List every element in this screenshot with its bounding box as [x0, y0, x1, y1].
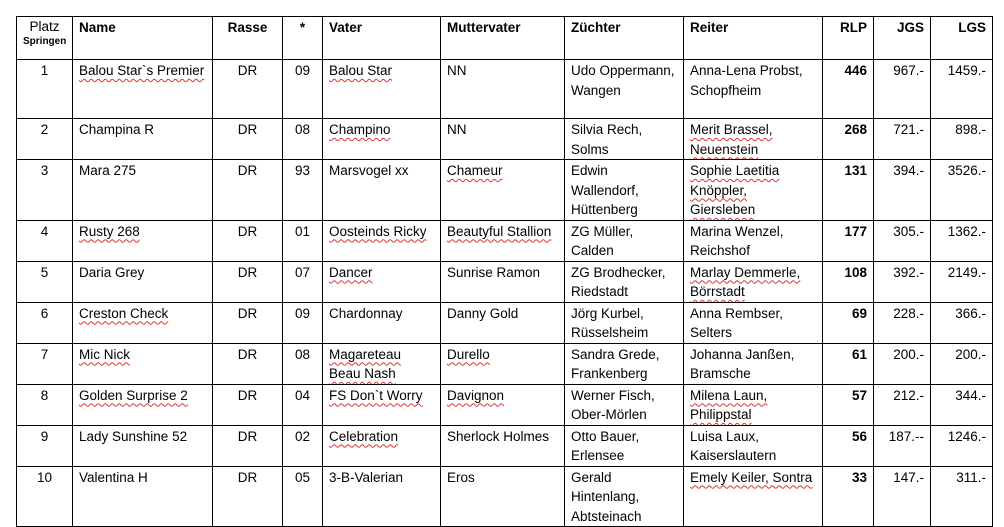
cell-muttervater: Eros: [441, 466, 565, 527]
cell-muttervater: Sunrise Ramon: [441, 261, 565, 302]
cell-rasse: DR: [213, 384, 283, 425]
cell-jgs: 228.-: [874, 302, 931, 343]
cell-lgs: 1459.-: [931, 60, 993, 119]
col-header-reiter: Reiter: [684, 17, 823, 60]
cell-zuechter: Udo Oppermann, Wangen: [565, 60, 684, 119]
cell-reiter: Milena Laun, Philippstal: [684, 384, 823, 425]
cell-muttervater: Chameur: [441, 160, 565, 221]
col-header-name: Name: [73, 17, 213, 60]
cell-reiter: Luisa Laux, Kaiserslautern: [684, 425, 823, 466]
col-header-rasse: Rasse: [213, 17, 283, 60]
ranking-table: [16, 16, 993, 527]
cell-star: 09: [283, 302, 323, 343]
cell-platz: 10: [17, 466, 73, 527]
cell-name: Balou Star`s Premier: [73, 60, 213, 119]
cell-zuechter: Edwin Wallendorf, Hüttenberg: [565, 160, 684, 221]
cell-reiter: Anna Rembser, Selters: [684, 302, 823, 343]
cell-star: 02: [283, 425, 323, 466]
col-header-vater: Vater: [323, 17, 441, 60]
cell-name: Daria Grey: [73, 261, 213, 302]
cell-reiter: Anna-Lena Probst, Schopfheim: [684, 60, 823, 119]
table-row: [17, 119, 993, 160]
cell-vater: FS Don`t Worry: [323, 384, 441, 425]
cell-zuechter: Jörg Kurbel, Rüsselsheim: [565, 302, 684, 343]
cell-zuechter: ZG Müller, Calden: [565, 220, 684, 261]
cell-name: Lady Sunshine 52: [73, 425, 213, 466]
cell-jgs: 394.-: [874, 160, 931, 221]
cell-zuechter: Gerald Hintenlang, Abtsteinach: [565, 466, 684, 527]
cell-vater: Oosteinds Ricky: [323, 220, 441, 261]
cell-jgs: 305.-: [874, 220, 931, 261]
cell-platz: 5: [17, 261, 73, 302]
header-row: [17, 17, 993, 60]
cell-star: 05: [283, 466, 323, 527]
cell-zuechter: Otto Bauer, Erlensee: [565, 425, 684, 466]
cell-jgs: 392.-: [874, 261, 931, 302]
col-header-zuechter: Züchter: [565, 17, 684, 60]
col-header-muttervater: Muttervater: [441, 17, 565, 60]
cell-vater: Chardonnay: [323, 302, 441, 343]
cell-rlp: 61: [823, 343, 874, 384]
col-header-jgs: JGS: [874, 17, 931, 60]
cell-vater: Balou Star: [323, 60, 441, 119]
cell-muttervater: Davignon: [441, 384, 565, 425]
cell-star: 09: [283, 60, 323, 119]
cell-jgs: 212.-: [874, 384, 931, 425]
cell-vater: Dancer: [323, 261, 441, 302]
cell-rlp: 56: [823, 425, 874, 466]
cell-lgs: 1246.-: [931, 425, 993, 466]
cell-muttervater: Danny Gold: [441, 302, 565, 343]
cell-reiter: Merit Brassel, Neuenstein: [684, 119, 823, 160]
cell-star: 08: [283, 119, 323, 160]
cell-name: Mic Nick: [73, 343, 213, 384]
cell-lgs: 200.-: [931, 343, 993, 384]
cell-lgs: 1362.-: [931, 220, 993, 261]
cell-platz: 1: [17, 60, 73, 119]
cell-rasse: DR: [213, 220, 283, 261]
cell-muttervater: NN: [441, 60, 565, 119]
cell-reiter: Marina Wenzel, Reichshof: [684, 220, 823, 261]
cell-reiter: Marlay Demmerle, Börrstadt: [684, 261, 823, 302]
cell-rlp: 177: [823, 220, 874, 261]
col-header-platz: [17, 17, 73, 60]
table-row: [17, 220, 993, 261]
cell-reiter: Johanna Janßen, Bramsche: [684, 343, 823, 384]
cell-reiter: Sophie Laetitia Knöppler, Giersleben: [684, 160, 823, 221]
col-header-star: *: [283, 17, 323, 60]
cell-lgs: 2149.-: [931, 261, 993, 302]
cell-platz: 6: [17, 302, 73, 343]
cell-rlp: 69: [823, 302, 874, 343]
cell-muttervater: NN: [441, 119, 565, 160]
col-header-platz-sub: Springen: [23, 36, 67, 47]
cell-name: Golden Surprise 2: [73, 384, 213, 425]
cell-star: 04: [283, 384, 323, 425]
cell-lgs: 3526.-: [931, 160, 993, 221]
table-row: [17, 60, 993, 119]
cell-rasse: DR: [213, 425, 283, 466]
table-row: [17, 466, 993, 527]
cell-platz: 8: [17, 384, 73, 425]
cell-jgs: 200.-: [874, 343, 931, 384]
cell-jgs: 147.-: [874, 466, 931, 527]
cell-vater: Champino: [323, 119, 441, 160]
table-row: [17, 261, 993, 302]
cell-star: 07: [283, 261, 323, 302]
table-body: [17, 60, 993, 527]
table-row: [17, 384, 993, 425]
cell-rlp: 131: [823, 160, 874, 221]
cell-muttervater: Durello: [441, 343, 565, 384]
cell-platz: 9: [17, 425, 73, 466]
cell-zuechter: Werner Fisch, Ober-Mörlen: [565, 384, 684, 425]
cell-lgs: 311.-: [931, 466, 993, 527]
table-row: [17, 425, 993, 466]
cell-lgs: 898.-: [931, 119, 993, 160]
cell-vater: 3-B-Valerian: [323, 466, 441, 527]
cell-zuechter: ZG Brodhecker, Riedstadt: [565, 261, 684, 302]
cell-rasse: DR: [213, 261, 283, 302]
cell-star: 01: [283, 220, 323, 261]
cell-jgs: 721.-: [874, 119, 931, 160]
cell-vater: Marsvogel xx: [323, 160, 441, 221]
cell-name: Champina R: [73, 119, 213, 160]
cell-rlp: 108: [823, 261, 874, 302]
cell-lgs: 366.-: [931, 302, 993, 343]
col-header-lgs: LGS: [931, 17, 993, 60]
cell-name: Valentina H: [73, 466, 213, 527]
cell-vater: Celebration: [323, 425, 441, 466]
cell-rasse: DR: [213, 60, 283, 119]
cell-muttervater: Sherlock Holmes: [441, 425, 565, 466]
cell-jgs: 187.--: [874, 425, 931, 466]
cell-zuechter: Sandra Grede, Frankenberg: [565, 343, 684, 384]
cell-name: Creston Check: [73, 302, 213, 343]
cell-reiter: Emely Keiler, Sontra: [684, 466, 823, 527]
cell-rasse: DR: [213, 343, 283, 384]
cell-muttervater: Beautyful Stallion: [441, 220, 565, 261]
table-row: [17, 302, 993, 343]
cell-rlp: 446: [823, 60, 874, 119]
cell-platz: 3: [17, 160, 73, 221]
cell-jgs: 967.-: [874, 60, 931, 119]
cell-rlp: 57: [823, 384, 874, 425]
col-header-rlp: RLP: [823, 17, 874, 60]
cell-lgs: 344.-: [931, 384, 993, 425]
cell-rasse: DR: [213, 160, 283, 221]
cell-vater: Magareteau Beau Nash: [323, 343, 441, 384]
cell-zuechter: Silvia Rech, Solms: [565, 119, 684, 160]
cell-star: 93: [283, 160, 323, 221]
cell-rasse: DR: [213, 466, 283, 527]
cell-rasse: DR: [213, 119, 283, 160]
cell-platz: 7: [17, 343, 73, 384]
cell-rasse: DR: [213, 302, 283, 343]
cell-platz: 4: [17, 220, 73, 261]
cell-star: 08: [283, 343, 323, 384]
cell-platz: 2: [17, 119, 73, 160]
cell-rlp: 33: [823, 466, 874, 527]
col-header-platz-label: Platz: [29, 19, 60, 34]
table-row: [17, 343, 993, 384]
table-row: [17, 160, 993, 221]
cell-name: Rusty 268: [73, 220, 213, 261]
cell-name: Mara 275: [73, 160, 213, 221]
cell-rlp: 268: [823, 119, 874, 160]
